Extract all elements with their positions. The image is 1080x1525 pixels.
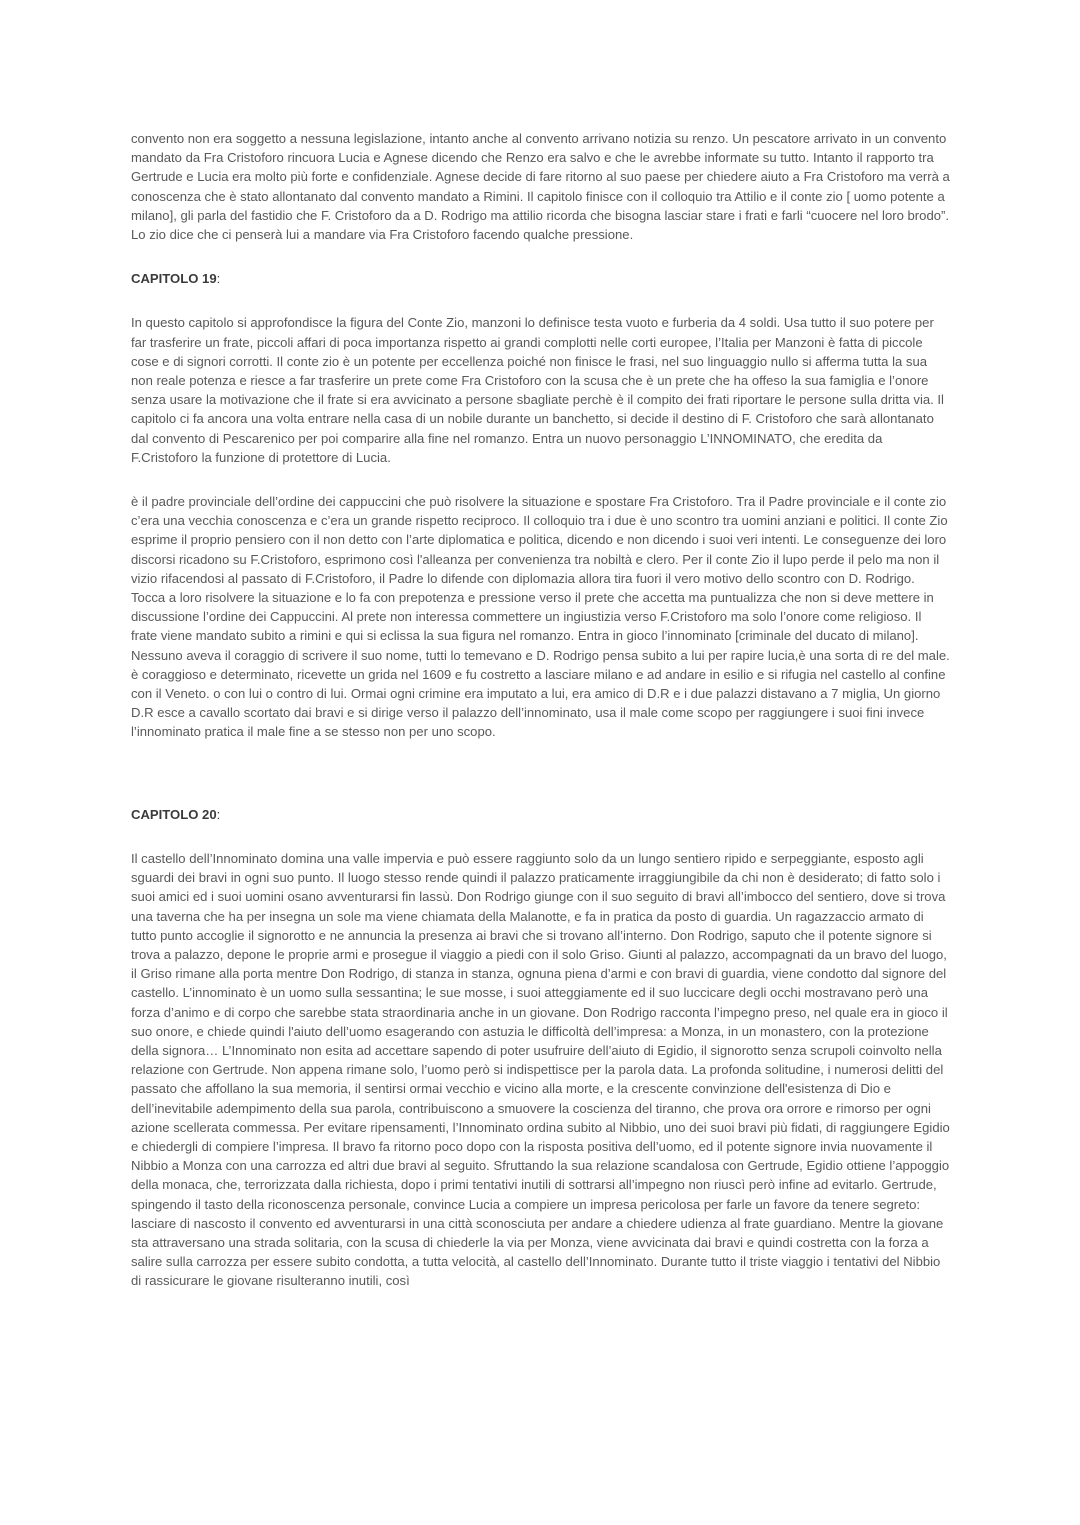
chapter-20-heading [131, 805, 951, 824]
intro-paragraph: convento non era soggetto a nessuna legislazione, intanto anche al convento arrivano notizia su renzo. Un pescatore arrivato in un convento mandato da Fra Cristoforo rincuora Lucia e Agnese dicendo che Renzo era salvo e che le avrebbe informate su tutto. Intanto il rapporto tra Gertrude e Lucia era molto più forte e confidenziale. Agnese decide di fare ritorno al suo paese per chiedere aiuto a Fra Cristoforo ma verrà a conoscenza che è stato allontanato dal convento mandato a Rimini. Il capitolo finisce con il colloquio tra Attilio e il conte zio [ uomo potente a milano], gli parla del fastidio che F. Cristoforo da a D. Rodrigo ma attilio ricorda che bisogna lasciar stare i frati e farli “cuocere nel loro brodo”. Lo zio dice che ci penserà lui a mandare via Fra Cristoforo facendo qualche pressione. [131, 131, 950, 243]
chapter-19-heading [131, 269, 951, 288]
chapter-19-title: CAPITOLO 19 [131, 271, 217, 287]
chapter-19-paragraph-2: è il padre provinciale dell’ordine dei cappuccini che può risolvere la situazione e spostare Fra Cristoforo. Tra il Padre provinciale e il conte zio c’era una vecchia conoscenza e c’era un grande rispetto reciproco. Il colloquio tra i due è uno scontro tra uomini anziani e politici. Il conte Zio esprime il proprio pensiero con il non detto con l’arte diplomatica e politica, dicendo e non dicendo i suoi veri intenti. Le conseguenze dei loro discorsi ricadono su F.Cristoforo, esprimono così l'alleanza per convenienza tra nobiltà e clero. Per il conte Zio il lupo perde il pelo ma non il vizio rifacendosi al passato di F.Cristoforo, il Padre lo difende con diplomazia allora tira fuori il vero motivo dello scontro con D. Rodrigo. Tocca a loro risolvere la situazione e lo fa con prepotenza e pressione verso il prete che accetta ma puntualizza che non si deve mettere in discussione l’ordine dei Cappuccini. Al prete non interessa commettere un ingiustizia verso F.Cristoforo ma solo l’onore come religioso. Il frate viene mandato subito a rimini e qui si eclissa la sua figura nel romanzo. Entra in gioco l’innominato [criminale del ducato di milano]. Nessuno aveva il coraggio di scrivere il suo nome, tutti lo temevano e D. Rodrigo pensa subito a lui per rapire lucia,è una sorta di re del male. è coraggioso e determinato, ricevette un grida nel 1609 e fu costretto a lasciare milano e ad andare in esilio e si rifugia nel castello al confine con il Veneto. o con lui o contro di lui. Ormai ogni crimine era imputato a lui, era amico di D.R e i due palazzi distavano a 7 miglia, Un giorno D.R esce a cavallo scortato dai bravi e si dirige verso il palazzo dell’innominato, usa il male come scopo per raggiungere i suoi fini invece l’innominato pratica il male fine a se stesso non per uno scopo. [131, 494, 950, 740]
chapter-20-paragraph-1: Il castello dell’Innominato domina una valle impervia e può essere raggiunto solo da un lungo sentiero ripido e serpeggiante, esposto agli sguardi dei bravi in ogni suo punto. Il luogo stesso rende quindi il palazzo praticamente irraggiungibile da chi non è desiderato; di fatto solo i suoi amici ed i suoi uomini osano avventurarsi fin lassù. Don Rodrigo giunge con il suo seguito di bravi all’imbocco del sentiero, dove si trova una taverna che ha per insegna un sole ma viene chiamata della Malanotte, e fa in pratica da posto di guardia. Un ragazzaccio armato di tutto punto accoglie il signorotto e ne annuncia la presenza ai bravi che si trovano all’interno. Don Rodrigo, saputo che il potente signore si trova a palazzo, depone le proprie armi e prosegue il viaggio a piedi con il solo Griso. Giunti al palazzo, accompagnati da un bravo del luogo, il Griso rimane alla porta mentre Don Rodrigo, di stanza in stanza, ognuna piena d’armi e con bravi di guardia, viene condotto dal signore del castello. L’innominato è un uomo sulla sessantina; le sue mosse, i suoi atteggiamente ed il suo luccicare degli occhi mostravano però una forza d’animo e di corpo che sarebbe stata straordinaria anche in un giovane. Don Rodrigo racconta l’impegno preso, nel quale era in gioco il suo onore, e chiede quindi l'aiuto dell’uomo esagerando con astuzia le difficoltà dell’impresa: a Monza, in un monastero, con la protezione della signora… L’Innominato non esita ad accettare sapendo di poter usufruire dell’aiuto di Egidio, il signorotto senza scrupoli coinvolto nella relazione con Gertrude. Non appena rimane solo, l’uomo però si indispettisce per la parola data. La profonda solitudine, i numerosi delitti del passato che affollano la sua memoria, il sentirsi ormai vecchio e vicino alla morte, e la crescente convinzione dell'esistenza di Dio e dell’inevitabile adempimento della sua parola, contribuiscono a smuovere la coscienza del tiranno, che prova ora orrore e rimorso per ogni azione scellerata commessa. Per evitare ripensamenti, l’Innominato ordina subito al Nibbio, uno dei suoi bravi più fidati, di raggiungere Egidio e chiedergli di compiere l’impresa. Il bravo fa ritorno poco dopo con la risposta positiva dell’uomo, ed il potente signore invia nuovamente il Nibbio a Monza con una carrozza ed altri due bravi al seguito. Sfruttando la sua relazione scandalosa con Gertrude, Egidio ottiene l’appoggio della monaca, che, terrorizzata dalla richiesta, dopo i primi tentativi inutili di sottrarsi all’impegno non riuscì però infine ad evitarlo. Gertrude, spingendo il tasto della riconoscenza personale, convince Lucia a compiere un impresa pericolosa per farle un favore da tenere segreto: lasciare di nascosto il convento ed avventurarsi in una città sconosciuta per andare a chiedere udienza al frate guardiano. Mentre la giovane sta attraversano una strada solitaria, con la scusa di chiederle la via per Monza, viene avvicinata dai bravi e quindi costretta con la forza a salire sulla carrozza per essere subito condotta, a tutta velocità, al castello dell’Innominato. Durante tutto il triste viaggio i tentativi del Nibbio di rassicurare le giovane risulteranno inutili, così [131, 850, 950, 1289]
document-page [131, 129, 951, 1291]
chapter-19-colon: : [216, 271, 221, 287]
chapter-20-title: CAPITOLO 20 [131, 806, 217, 822]
chapter-19-paragraph-1: In questo capitolo si approfondisce la figura del Conte Zio, manzoni lo definisce testa vuoto e furberia da 4 soldi. Usa tutto il suo potere per far trasferire un frate, piccoli affari di poca importanza rispetto ai grandi complotti nelle corti europee, l’Italia per Manzoni è fatta di piccole cose e di signori corrotti. Il conte zio è un potente per eccellenza poiché non finisce le frasi, nel suo linguaggio nullo si afferma tutta la sua non reale potenza e riesce a far trasferire un prete come Fra Cristoforo con la scusa che è un prete che ha offeso la sua famiglia e l’onore senza usare la motivazione che il frate si era avvicinato a persone sbagliate perchè è il compito dei frati riportare le persone sulla dritta via. Il capitolo ci fa ancora una volta entrare nella casa di un nobile durante un banchetto, si decide il destino di F. Cristoforo che sarà allontanato dal convento di Pescarenico per poi comparire alla fine nel romanzo. Entra un nuovo personaggio L’INNOMINATO, che eredita da F.Cristoforo la funzione di protettore di Lucia. [131, 315, 944, 465]
chapter-20-colon: : [216, 806, 221, 822]
